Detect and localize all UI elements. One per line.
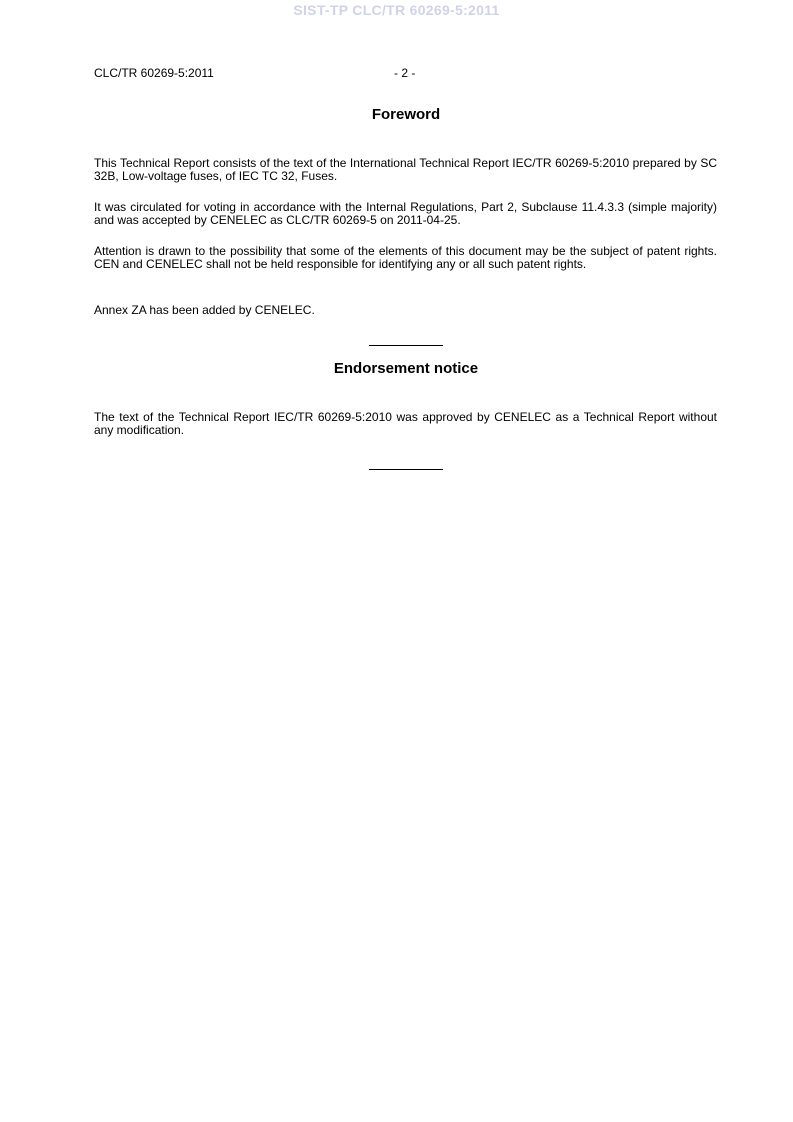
endorsement-heading: Endorsement notice bbox=[333, 360, 479, 377]
page-number: - 2 - bbox=[394, 66, 416, 80]
foreword-paragraph: Annex ZA has been added by CENELEC. bbox=[94, 303, 315, 317]
endorsement-paragraph: The text of the Technical Report IEC/TR 60269-5:2010 was approved by CENELEC as a Technical Report without any modification. bbox=[94, 410, 717, 437]
section-divider bbox=[369, 469, 443, 470]
section-divider bbox=[369, 345, 443, 346]
foreword-paragraph: It was circulated for voting in accordance with the Internal Regulations, Part 2, Subclause 11.4.3.3 (simple majority) and was accepted by CENELEC as CLC/TR 60269-5 on 2011-04-25. bbox=[94, 200, 717, 227]
header-document-id: CLC/TR 60269-5:2011 bbox=[94, 66, 214, 80]
foreword-heading: Foreword bbox=[371, 106, 441, 123]
foreword-paragraph: Attention is drawn to the possibility that some of the elements of this document may be the subject of patent rights. CEN and CENELEC shall not be held responsible for identifying any or all such patent rights. bbox=[94, 244, 717, 271]
watermark: SIST-TP CLC/TR 60269-5:2011 bbox=[293, 2, 500, 18]
foreword-paragraph: This Technical Report consists of the text of the International Technical Report IEC/TR 60269-5:2010 prepared by SC 32B, Low-voltage fuses, of IEC TC 32, Fuses. bbox=[94, 156, 717, 183]
